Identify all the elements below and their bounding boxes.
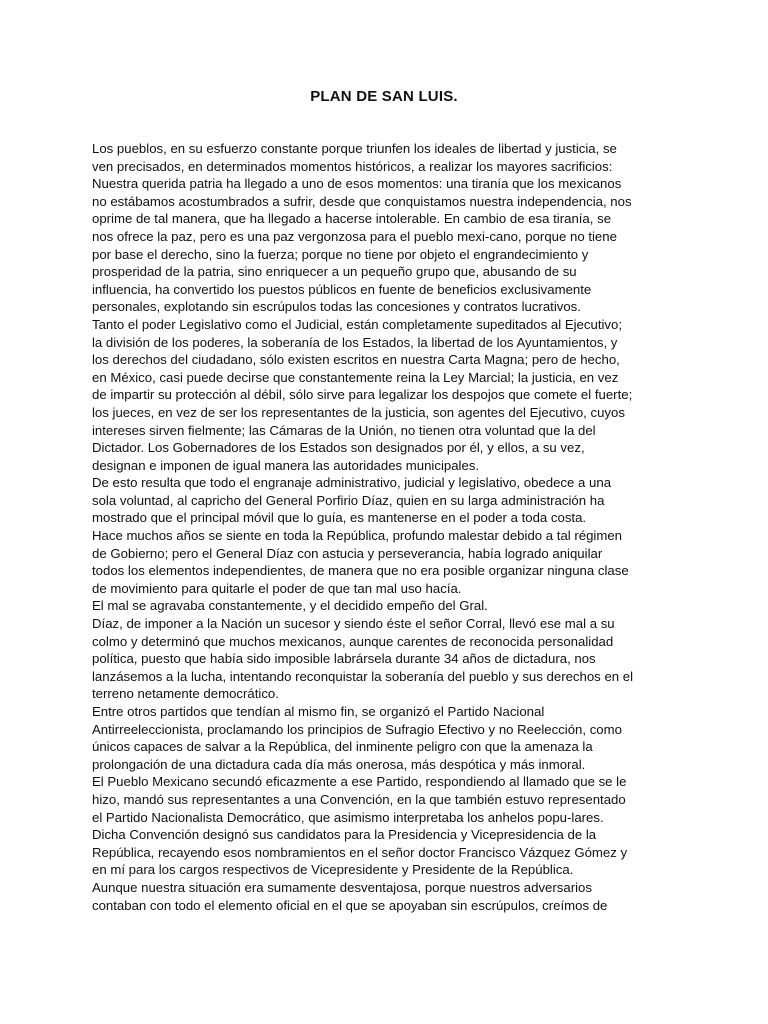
- body-line: lanzásemos a la lucha, intentando reconquistar la soberanía del pueblo y sus derechos en el: [92, 668, 634, 684]
- body-line: República, recayendo esos nombramientos en el señor doctor Francisco Vázquez Gómez y: [92, 844, 628, 860]
- body-line: El Pueblo Mexicano secundó eficazmente a ese Partido, respondiendo al llamado que se le: [92, 774, 627, 790]
- body-line: en mí para los cargos respectivos de Vicepresidente y Presidente de la República.: [92, 862, 574, 878]
- body-line: Hace muchos años se siente en toda la República, profundo malestar debido a tal régimen: [92, 528, 623, 544]
- body-line: no estábamos acostumbrados a sufrir, desde que conquistamos nuestra independencia, nos: [92, 193, 632, 209]
- body-line: colmo y determinó que muchos mexicanos, aunque carentes de reconocida personalidad: [92, 633, 614, 649]
- body-line: todos los elementos independientes, de manera que no era posible organizar ninguna clase: [92, 563, 629, 579]
- body-line: de movimiento para quitarle el poder de que tan mal uso hacía.: [92, 580, 462, 596]
- body-line: los derechos del ciudadano, sólo existen escritos en nuestra Carta Magna; pero de hecho,: [92, 352, 620, 368]
- body-line: oprime de tal manera, que ha llegado a hacerse intolerable. En cambio de esa tiranía, se: [92, 211, 612, 227]
- body-line: contaban con todo el elemento oficial en el que se apoyaban sin escrúpulos, creímos de: [92, 897, 608, 913]
- body-line: Nuestra querida patria ha llegado a uno de esos momentos: una tiranía que los mexicanos: [92, 176, 622, 192]
- body-line: de Gobierno; pero el General Díaz con astucia y perseverancia, había logrado aniquilar: [92, 545, 603, 561]
- body-line: designan e imponen de igual manera las autoridades municipales.: [92, 457, 480, 473]
- body-line: El mal se agravaba constantemente, y el decidido empeño del Gral.: [92, 598, 488, 614]
- body-line: Tanto el poder Legislativo como el Judicial, están completamente supeditados al Ejecutivo;: [92, 316, 623, 332]
- body-line: por base el derecho, sino la fuerza; porque no tiene por objeto el engrandecimiento y: [92, 246, 589, 262]
- body-line: únicos capaces de salvar a la República, del inminente peligro con que la amenaza la: [92, 739, 593, 755]
- body-line: nos ofrece la paz, pero es una paz vergonzosa para el pueblo mexi-cano, porque no tiene: [92, 228, 617, 244]
- body-line: Los pueblos, en su esfuerzo constante porque triunfen los ideales de libertad y justicia, se: [92, 141, 617, 156]
- body-line: personales, explotando sin escrúpulos todas las concesiones y contratos lucrativos.: [92, 299, 581, 315]
- body-line: hizo, mandó sus representantes a una Convención, en la que también estuvo representado: [92, 791, 626, 807]
- body-line: prolongación de una dictadura cada día más onerosa, más despótica y más inmoral.: [92, 756, 586, 772]
- body-line: ven precisados, en determinados momentos históricos, a realizar los mayores sacrificios:: [92, 158, 613, 174]
- body-line: influencia, ha convertido los puestos públicos en fuente de beneficios exclusivamente: [92, 281, 592, 297]
- body-line: de impartir su protección al débil, sólo sirve para legalizar los despojos que comete el fuerte;: [92, 387, 633, 403]
- body-line: mostrado que el principal móvil que lo guía, es mantenerse en el poder a toda costa.: [92, 510, 587, 526]
- body-line: intereses sirven fielmente; las Cámaras de la Unión, no tienen otra voluntad que la del: [92, 422, 596, 438]
- document-title: PLAN DE SAN LUIS.: [310, 88, 458, 105]
- body-line: la división de los poderes, la soberanía de los Estados, la libertad de los Ayuntamientos, y: [92, 334, 618, 350]
- body-line: el Partido Nacionalista Democrático, que asimismo interpretaba los anhelos popu-lares.: [92, 809, 604, 825]
- body-line: política, puesto que había sido imposible labrársela durante 34 años de dictadura, nos: [92, 651, 596, 667]
- body-line: De esto resulta que todo el engranaje administrativo, judicial y legislativo, obedece a una: [92, 475, 612, 491]
- body-line: prosperidad de la patria, sino enriquecer a un pequeño grupo que, abusando de su: [92, 264, 577, 280]
- body-line: en México, casi puede decirse que constantemente reina la Ley Marcial; la justicia, en vez: [92, 369, 619, 385]
- body-line: terreno netamente democrático.: [92, 686, 279, 702]
- body-line: Antirreeleccionista, proclamando los principios de Sufragio Efectivo y no Reelección, como: [92, 721, 622, 737]
- body-line: Díaz, de imponer a la Nación un sucesor y siendo éste el señor Corral, llevó ese mal a su: [92, 616, 615, 632]
- body-line: Dicha Convención designó sus candidatos para la Presidencia y Vicepresidencia de la: [92, 827, 597, 843]
- body-line: Aunque nuestra situación era sumamente desventajosa, porque nuestros adversarios: [92, 879, 592, 895]
- body-line: los jueces, en vez de ser los representantes de la justicia, son agentes del Ejecutivo, cuyos: [92, 404, 625, 420]
- body-line: Entre otros partidos que tendían al mismo fin, se organizó el Partido Nacional: [92, 704, 545, 719]
- body-line: sola voluntad, al capricho del General Porfirio Díaz, quien en su larga administración ha: [92, 492, 605, 508]
- document-body: [92, 140, 692, 914]
- body-line: Dictador. Los Gobernadores de los Estados son designados por él, y ellos, a su vez,: [92, 440, 585, 456]
